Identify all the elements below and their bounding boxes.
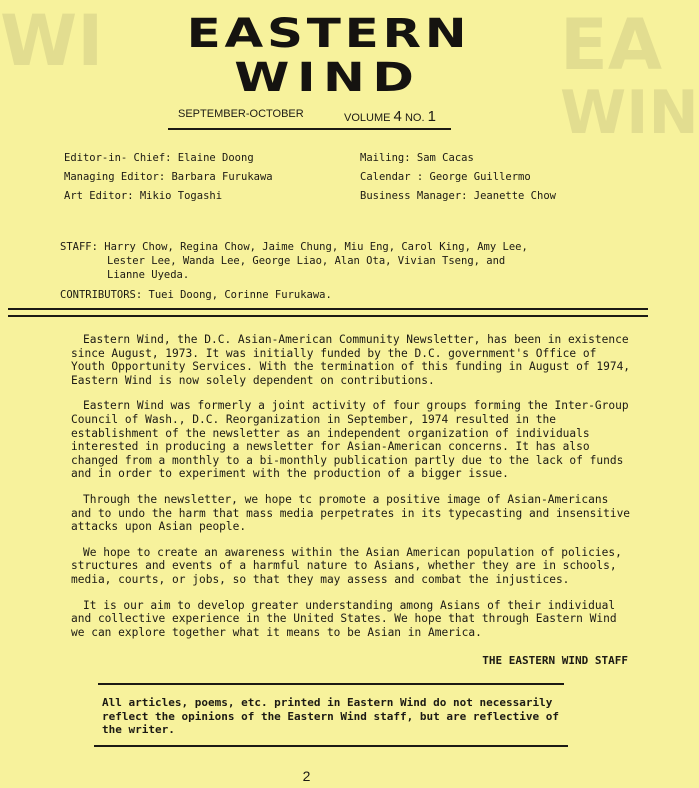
disclaimer: All articles, poems, etc. printed in Eastern Wind do not necessarily reflect the opinions of the Eastern Wind staff, but are reflective of the writer.	[102, 696, 559, 737]
art-editor: Art Editor: Mikio Togashi	[64, 190, 223, 202]
issue-volume	[344, 108, 436, 125]
calendar: Calendar : George Guillermo	[360, 171, 531, 183]
masthead-title	[0, 11, 656, 104]
contributors: CONTRIBUTORS: Tuei Doong, Corinne Furukawa.	[60, 289, 332, 301]
staff-line-2: Lester Lee, Wanda Lee, George Liao, Alan Ota, Vivian Tseng, and	[107, 255, 506, 267]
number-label: NO.	[404, 112, 425, 124]
issue-line	[178, 108, 436, 125]
paragraph: Eastern Wind was formerly a joint activity of four groups forming the Inter-Group Council of Wash., D.C. Reorganization in September, 1974 resulted in the establishment of the newsletter as an independent organization of individuals interested in producing a newsletter for Asian-American concerns. It has also changed from a monthly to a bi-monthly publication partly due to the lack of funds and in order to experiment with the production of a bigger issue.	[71, 399, 629, 481]
volume-label: VOLUME	[344, 112, 391, 124]
article-body	[71, 333, 631, 651]
editors-left	[64, 149, 273, 206]
show-through-text: WIN	[560, 78, 699, 148]
masthead-line-2: WIND	[234, 55, 422, 101]
staff-line-1: STAFF: Harry Chow, Regina Chow, Jaime Chung, Miu Eng, Carol King, Amy Lee,	[60, 241, 528, 253]
disclaimer-rule-bottom	[94, 745, 568, 747]
masthead-line-1: EASTERN	[186, 11, 470, 57]
show-through-text: EA	[560, 4, 662, 86]
show-through-text: WI	[0, 0, 104, 82]
divider-top	[8, 308, 648, 310]
paragraph: Eastern Wind, the D.C. Asian-American Community Newsletter, has been in existence since August, 1973. It was initially funded by the D.C. government's Office of Youth Opportunity Services. With the termination of this funding in August of 1974, Eastern Wind is now solely dependent on contributions.	[71, 333, 631, 387]
editor-in-chief: Editor-in- Chief: Elaine Doong	[64, 152, 254, 164]
issue-underline	[168, 128, 451, 130]
business-manager: Business Manager: Jeanette Chow	[360, 190, 556, 202]
issue-date: SEPTEMBER-OCTOBER	[178, 108, 304, 120]
signoff: THE EASTERN WIND STAFF	[482, 654, 628, 667]
mailing: Mailing: Sam Cacas	[360, 152, 474, 164]
staff-line-3: Lianne Uyeda.	[107, 269, 190, 281]
page-number: 2	[302, 768, 311, 784]
paragraph: We hope to create an awareness within the Asian American population of policies, structures and events of a harmful nature to Asians, whether they are in schools, media, courts, or jobs, so that they may assess and combat the injustices.	[71, 545, 622, 586]
managing-editor: Managing Editor: Barbara Furukawa	[64, 171, 273, 183]
disclaimer-rule-top	[98, 683, 564, 685]
editors-right	[360, 149, 556, 206]
issue-number: 1	[427, 108, 436, 125]
paragraph: Through the newsletter, we hope tc promote a positive image of Asian-Americans and to undo the harm that mass media perpetrates in its typecasting and insensitive attacks upon Asian people.	[71, 492, 631, 534]
staff-list	[60, 240, 620, 282]
divider-bottom	[8, 315, 648, 317]
volume-number: 4	[393, 108, 402, 125]
paragraph: It is our aim to develop greater understanding among Asians of their individual and collective experience in the United States. We hope that through Eastern Wind we can explore together what it means to be Asian in America.	[71, 598, 617, 639]
